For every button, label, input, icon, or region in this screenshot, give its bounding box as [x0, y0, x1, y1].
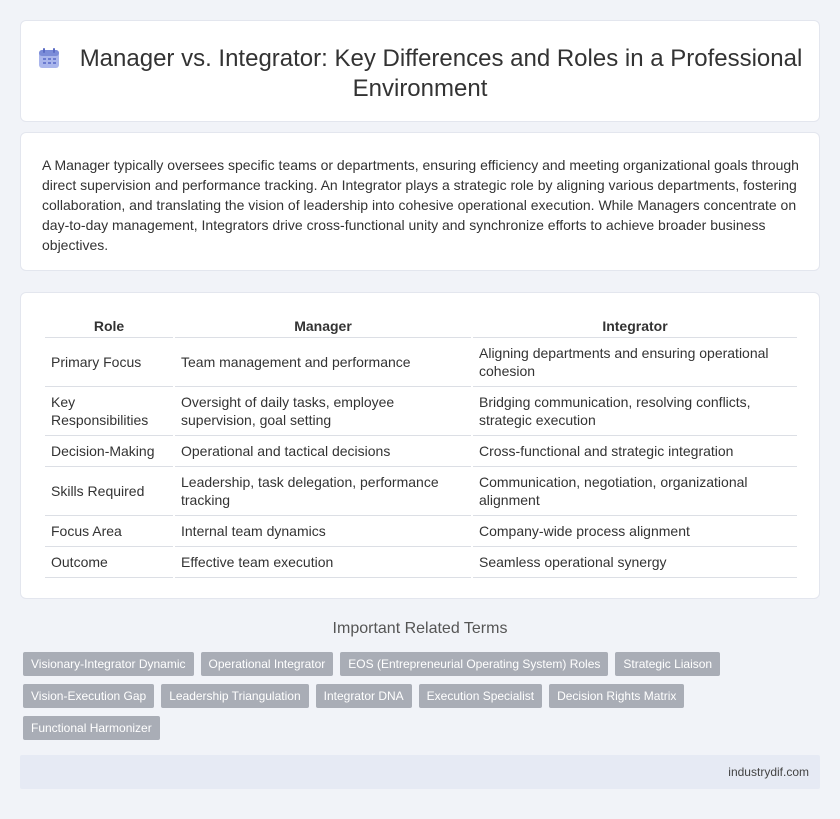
table-header-row: [45, 314, 797, 338]
table-row: [45, 436, 797, 467]
related-terms-heading: Important Related Terms: [332, 620, 508, 637]
table-cell-manager: Operational and tactical decisions: [175, 436, 471, 467]
table-row: [45, 547, 797, 578]
related-term-tag[interactable]: Strategic Liaison: [615, 652, 720, 676]
related-term-tag[interactable]: Functional Harmonizer: [23, 716, 160, 740]
table-cell-integrator: Company-wide process alignment: [473, 516, 797, 547]
table-cell-integrator: Aligning departments and ensuring operational cohesion: [473, 338, 797, 387]
footer-site-link[interactable]: industrydif.com: [728, 765, 809, 779]
table-cell-role: Outcome: [45, 547, 173, 578]
table-cell-role: Decision-Making: [45, 436, 173, 467]
related-term-tag[interactable]: Visionary-Integrator Dynamic: [23, 652, 194, 676]
comparison-table: [43, 314, 799, 578]
table-cell-manager: Internal team dynamics: [175, 516, 471, 547]
table-cell-manager: Leadership, task delegation, performance tracking: [175, 467, 471, 516]
table-cell-integrator: Bridging communication, resolving conflicts, strategic execution: [473, 387, 797, 436]
comparison-card: [20, 292, 820, 599]
calendar-icon: [38, 47, 60, 69]
table-cell-integrator: Communication, negotiation, organizational alignment: [473, 467, 797, 516]
related-term-tag[interactable]: Vision-Execution Gap: [23, 684, 154, 708]
table-row: [45, 516, 797, 547]
related-term-tag[interactable]: Execution Specialist: [419, 684, 542, 708]
related-term-tag[interactable]: Integrator DNA: [316, 684, 412, 708]
table-cell-integrator: Seamless operational synergy: [473, 547, 797, 578]
related-term-tag[interactable]: Operational Integrator: [201, 652, 334, 676]
page-title: Manager vs. Integrator: Key Differences and Roles in a Professional Environment: [79, 45, 803, 102]
header-role: Role: [45, 314, 173, 338]
intro-paragraph: A Manager typically oversees specific teams or departments, ensuring efficiency and meeting organizational goals through direct supervision and performance tracking. An Integrator plays a strategic role by aligning various departments, fostering collaboration, and translating the vision of leadership into cohesive operational execution. While Managers concentrate on day-to-day management, Integrators drive cross-functional unity and synchronize efforts to achieve broader business objectives.: [42, 157, 799, 253]
page-title-wrap: [21, 44, 819, 104]
title-card: [20, 20, 820, 122]
table-cell-role: Focus Area: [45, 516, 173, 547]
table-row: [45, 338, 797, 387]
header-integrator: Integrator: [473, 314, 797, 338]
table-cell-manager: Team management and performance: [175, 338, 471, 387]
table-cell-role: Skills Required: [45, 467, 173, 516]
intro-card: [20, 132, 820, 271]
table-cell-manager: Effective team execution: [175, 547, 471, 578]
table-cell-manager: Oversight of daily tasks, employee supervision, goal setting: [175, 387, 471, 436]
table-row: [45, 467, 797, 516]
table-cell-role: Primary Focus: [45, 338, 173, 387]
footer: [20, 755, 820, 789]
table-cell-role: Key Responsibilities: [45, 387, 173, 436]
header-manager: Manager: [175, 314, 471, 338]
table-row: [45, 387, 797, 436]
related-term-tag[interactable]: Leadership Triangulation: [161, 684, 308, 708]
table-cell-integrator: Cross-functional and strategic integration: [473, 436, 797, 467]
related-term-tag[interactable]: EOS (Entrepreneurial Operating System) Roles: [340, 652, 608, 676]
related-terms-list: [23, 652, 818, 748]
related-term-tag[interactable]: Decision Rights Matrix: [549, 684, 684, 708]
